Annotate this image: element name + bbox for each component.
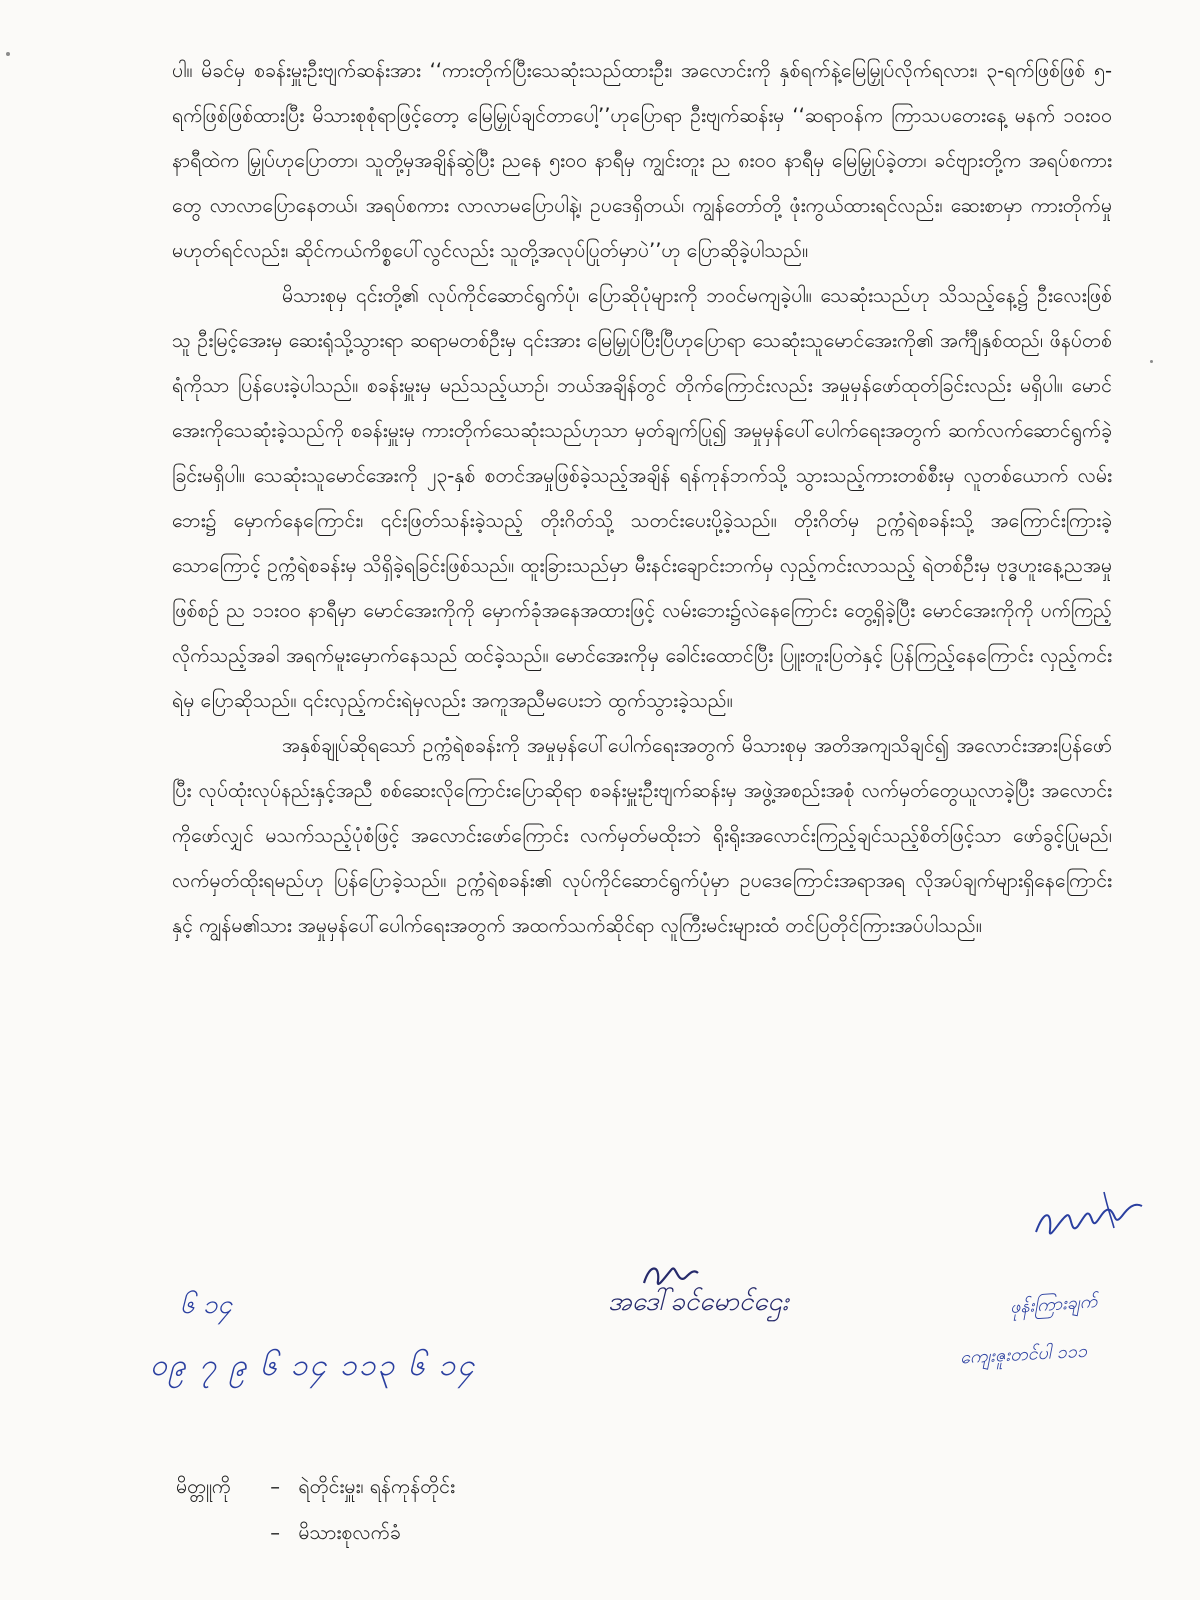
cc-recipient: မိသားစုလက်ခံ — [298, 1521, 401, 1544]
signature-name: အဒေါ်ခင်မောင်ဌေး — [608, 1287, 789, 1317]
letter-body — [172, 48, 1112, 948]
cc-recipient: ရဲတိုင်းမှူး၊ ရန်ကုန်တိုင်း — [298, 1475, 455, 1498]
paragraph-2: မိသားစုမှ ၎င်းတို့၏ လုပ်ကိုင်ဆောင်ရွက်ပုံ၊ ပြောဆိုပုံများကို ဘဝင်မကျခဲ့ပါ။ သေဆုံးသည်ဟု သိသည့်နေ့၌ ဦးလေးဖြစ်သူ ဦးမြင့်အေးမှ ဆေးရုံသို့သွားရာ ဆရာမတစ်ဦးမှ ၎င်းအား မြေမြှုပ်ပြီးပြီဟုပြောရာ သေဆုံးသူမောင်အေးကို၏ အင်္ကျီနှစ်ထည်၊ ဖိနပ်တစ်ရံကိုသာ ပြန်ပေးခဲ့ပါသည်။ စခန်းမှူးမှ မည်သည့်ယာဉ်၊ ဘယ်အချိန်တွင် တိုက်ကြောင်းလည်း အမှုမှန်ဖော်ထုတ်ခြင်းလည်း မရှိပါ။ မောင်အေးကိုသေဆုံးခဲ့သည်ကို စခန်းမှူးမှ ကားတိုက်သေဆုံးသည်ဟုသာ မှတ်ချက်ပြု၍ အမှုမှန်ပေါ်ပေါက်ရေးအတွက် ဆက်လက်ဆောင်ရွက်ခဲ့ခြင်းမရှိပါ။ သေဆုံးသူမောင်အေးကို ၂၃-နှစ် စတင်အမှုဖြစ်ခဲ့သည့်အချိန် ရန်ကုန်ဘက်သို့ သွားသည့်ကားတစ်စီးမှ လူတစ်ယောက် လမ်းဘေး၌ မှောက်နေကြောင်း၊ ၎င်းဖြတ်သန်းခဲ့သည့် တိုးဂိတ်သို့ သတင်းပေးပို့ခဲ့သည်။ တိုးဂိတ်မှ ဥက္ကံရဲစခန်းသို့ အကြောင်းကြားခဲ့သောကြောင့် ဥက္ကံရဲစခန်းမှ သိရှိခဲ့ရခြင်းဖြစ်သည်။ ထူးခြားသည်မှာ မီးနင်းချောင်းဘက်မှ လှည့်ကင်းလာသည့် ရဲတစ်ဦးမှ ဗုဒ္ဓဟူးနေ့ညအမှုဖြစ်စဉ် ည ၁၁း၀၀ နာရီမှာ မောင်အေးကိုကို မှောက်ခုံအနေအထားဖြင့် လမ်းဘေး၌လဲနေကြောင်း တွေ့ရှိခဲ့ပြီး မောင်အေးကိုကို ပက်ကြည့်လိုက်သည့်အခါ အရက်မူးမှောက်နေသည် ထင်ခဲ့သည်။ မောင်အေးကိုမှ ခေါင်းထောင်ပြီး ပြူးတူးပြတဲနှင့် ပြန်ကြည့်နေကြောင်း လှည့်ကင်းရဲမှ ပြောဆိုသည်။ ၎င်းလှည့်ကင်းရဲမှလည်း အကူအညီမပေးဘဲ ထွက်သွားခဲ့သည်။ — [172, 284, 1112, 712]
signature-scribble-right — [1030, 1180, 1150, 1250]
cc-row-2 — [176, 1510, 455, 1556]
handwritten-note-right-1: ဖုန်းကြားချက် — [1009, 1290, 1098, 1319]
handwritten-number-top: ၆ ၁၄ — [180, 1290, 233, 1320]
scan-speck — [6, 52, 10, 56]
paragraph-1: ပါ။ မိခင်မှ စခန်းမှူးဦးဗျက်ဆန်းအား ‘‘ကားတိုက်ပြီးသေဆုံးသည်ထားဦး၊ အလောင်းကို နှစ်ရက်နဲ့မြေမြှုပ်လိုက်ရလား၊ ၃-ရက်ဖြစ်ဖြစ် ၅-ရက်ဖြစ်ဖြစ်ထားပြီး မိသားစုစုံရာဖြင့်တော့ မြေမြှုပ်ချင်တာပေါ့’’ဟုပြောရာ ဦးဗျက်ဆန်းမှ ‘‘ဆရာဝန်က ကြာသပတေးနေ့ မနက် ၁၀း၀၀ နာရီထဲက မြှုပ်ဟုပြောတာ၊ သူတို့မှအချိန်ဆွဲပြီး ညနေ ၅း၀၀ နာရီမှ ကျွင်းတူး ည ၈း၀၀ နာရီမှ မြေမြှုပ်ခဲ့တာ၊ ခင်ဗျားတို့က အရပ်စကားတွေ လာလာပြောနေတယ်၊ အရပ်စကား လာလာမပြောပါနဲ့၊ ဥပဒေရှိတယ်၊ ကျွန်တော်တို့ ဖုံးကွယ်ထားရင်လည်း၊ ဆေးစာမှာ ကားတိုက်မှုမဟုတ်ရင်လည်း၊ ဆိုင်ကယ်ကိစ္စပေါ်လွင်လည်း သူတို့အလုပ်ပြုတ်မှာပဲ’’ဟု ပြောဆိုခဲ့ပါသည်။ — [172, 59, 1112, 262]
cc-block — [176, 1464, 455, 1556]
paragraph-3: အနှစ်ချုပ်ဆိုရသော် ဥက္ကံရဲစခန်းကို အမှုမှန်ပေါ်ပေါက်ရေးအတွက် မိသားစုမှ အတိအကျသိချင်၍ အလောင်းအားပြန်ဖော်ပြီး လုပ်ထုံးလုပ်နည်းနှင့်အညီ စစ်ဆေးလိုကြောင်းပြောဆိုရာ စခန်းမှူးဦးဗျက်ဆန်းမှ အဖွဲ့အစည်းအစုံ လက်မှတ်တွေယူလာခဲ့ပြီး အလောင်းကိုဖော်လျှင် မသက်သည့်ပုံစံဖြင့် အလောင်းဖော်ကြောင်း လက်မှတ်မထိုးဘဲ ရိုးရိုးအလောင်းကြည့်ချင်သည့်စိတ်ဖြင့်သာ ဖော်ခွင့်ပြုမည်၊ လက်မှတ်ထိုးရမည်ဟု ပြန်ပြောခဲ့သည်။ ဥက္ကံရဲစခန်း၏ လုပ်ကိုင်ဆောင်ရွက်ပုံမှာ ဥပဒေကြောင်းအရာအရ လိုအပ်ချက်များရှိနေကြောင်းနှင့် ကျွန်မ၏သား အမှုမှန်ပေါ်ပေါက်ရေးအတွက် အထက်သက်ဆိုင်ရာ လူကြီးမင်းများထံ တင်ပြတိုင်ကြားအပ်ပါသည်။ — [172, 734, 1112, 937]
scan-speck — [1150, 360, 1153, 363]
cc-row-1 — [176, 1464, 455, 1510]
dash-icon: – — [270, 1521, 280, 1544]
dash-icon: – — [270, 1475, 280, 1498]
handwritten-note-right-2: ကျေးဇူးတင်ပါ ၁၁၁ — [959, 1340, 1088, 1369]
cc-label: မိတ္တူကို — [176, 1475, 231, 1498]
handwritten-number-bottom: ၀၉ ၇ ၉ ၆ ၁၄ ၁၁၃ ၆ ၁၄ — [150, 1348, 477, 1383]
